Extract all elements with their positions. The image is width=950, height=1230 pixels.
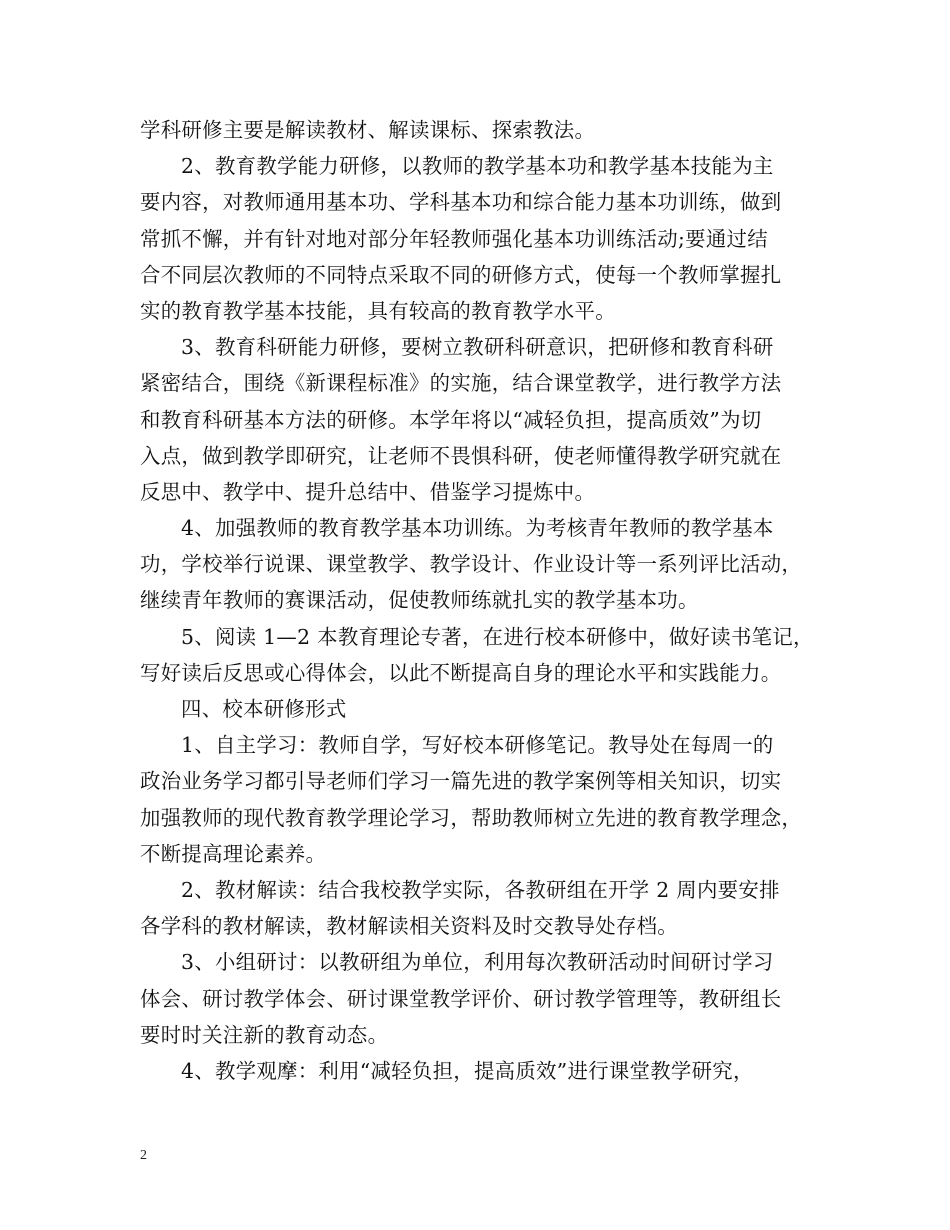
text-line: 要内容，对教师通用基本功、学科基本功和综合能力基本功训练，做到 bbox=[140, 190, 782, 215]
text-line: 2、教材解读：结合我校教学实际，各教研组在开学 2 周内要安排 bbox=[181, 877, 780, 902]
text-line: 紧密结合，围绕《新课程标准》的实施，结合课堂教学，进行教学方法 bbox=[140, 371, 782, 396]
text-line: 功，学校举行说课、课堂教学、教学设计、作业设计等一系列评比活动， bbox=[140, 552, 803, 577]
text-line: 继续青年教师的赛课活动，促使教师练就扎实的教学基本功。 bbox=[140, 588, 699, 613]
text-line: 和教育科研基本方法的研修。本学年将以“减轻负担，提高质效”为切 bbox=[140, 407, 762, 432]
document-body bbox=[140, 112, 812, 1089]
section-heading: 四、校本研修形式 bbox=[181, 697, 347, 721]
text-line: 入点，做到教学即研究，让老师不畏惧科研，使老师懂得教学研究就在 bbox=[140, 443, 782, 468]
text-line: 4、加强教师的教育教学基本功训练。为考核青年教师的教学基本 bbox=[181, 516, 774, 541]
text-line: 政治业务学习都引导老师们学习一篇先进的教学案例等相关知识，切实 bbox=[140, 769, 782, 794]
text-line: 各学科的教材解读，教材解读相关资料及时交教导处存档。 bbox=[140, 914, 678, 939]
page-number: 2 bbox=[140, 1148, 147, 1163]
text-line: 写好读后反思或心得体会，以此不断提高自身的理论水平和实践能力。 bbox=[140, 660, 782, 685]
text-line: 3、教育科研能力研修，要树立教研科研意识，把研修和教育科研 bbox=[181, 335, 774, 360]
text-line: 常抓不懈，并有针对地对部分年轻教师强化基本功训练活动;要通过结 bbox=[140, 226, 768, 251]
text-line: 加强教师的现代教育教学理论学习，帮助教师树立先进的教育教学理念， bbox=[140, 805, 803, 830]
text-line: 体会、研讨教学体会、研讨课堂教学评价、研讨教学管理等，教研组长 bbox=[140, 986, 782, 1011]
text-line: 不断提高理论素养。 bbox=[140, 841, 327, 866]
text-line: 3、小组研讨：以教研组为单位，利用每次教研活动时间研讨学习 bbox=[181, 950, 774, 975]
text-line: 2、教育教学能力研修，以教师的教学基本功和教学基本技能为主 bbox=[181, 154, 774, 179]
text-line: 要时时关注新的教育动态。 bbox=[140, 1022, 389, 1047]
text-line: 4、教学观摩：利用“减轻负担，提高质效”进行课堂教学研究， bbox=[181, 1058, 754, 1083]
text-line: 实的教育教学基本技能，具有较高的教育教学水平。 bbox=[140, 298, 616, 323]
text-line: 1、自主学习：教师自学，写好校本研修笔记。教导处在每周一的 bbox=[181, 733, 774, 758]
text-line: 合不同层次教师的不同特点采取不同的研修方式，使每一个教师掌握扎 bbox=[140, 262, 782, 287]
text-line: 学科研修主要是解读教材、解读课标、探索教法。 bbox=[140, 118, 596, 142]
text-line: 反思中、教学中、提升总结中、借鉴学习提炼中。 bbox=[140, 479, 596, 504]
text-line: 5、阅读 1—2 本教育理论专著，在进行校本研修中，做好读书笔记， bbox=[181, 624, 814, 649]
